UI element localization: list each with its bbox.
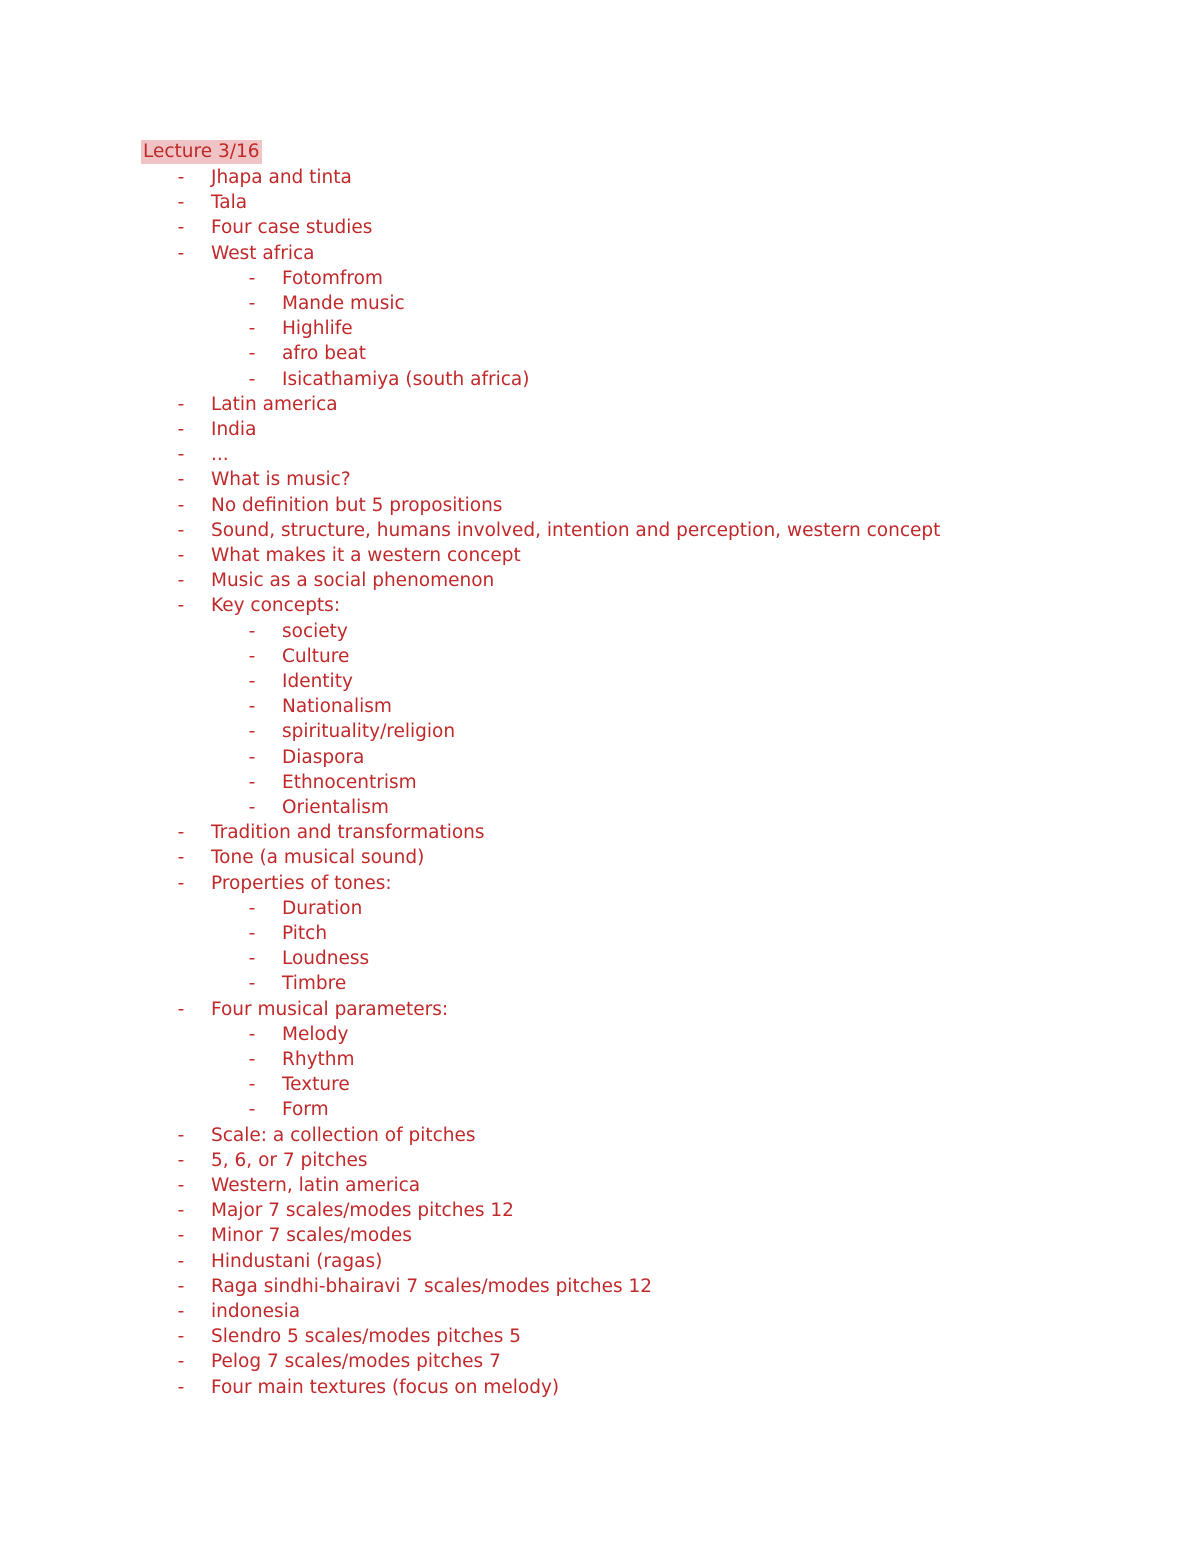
list-item-text: indonesia xyxy=(211,1301,301,1322)
bullet-dash: - xyxy=(177,1200,185,1222)
list-item-text: What makes it a western concept xyxy=(211,545,521,566)
list-item-text: Slendro 5 scales/modes pitches 5 xyxy=(211,1326,522,1348)
bullet-dash: - xyxy=(177,1149,185,1171)
list-item-text: Latin america xyxy=(211,393,338,415)
list-item-text: Diaspora xyxy=(282,746,365,768)
bullet-dash: - xyxy=(177,570,185,592)
bullet-dash: - xyxy=(248,368,256,390)
list-item-text: Raga sindhi-bhairavi 7 scales/modes pitches 12 xyxy=(211,1275,653,1297)
bullet-dash: - xyxy=(248,267,256,289)
bullet-dash: - xyxy=(177,494,185,516)
bullet-dash: - xyxy=(177,1275,185,1297)
list-item-text: Tala xyxy=(211,192,248,214)
bullet-dash: - xyxy=(177,847,185,869)
list-item-text: Highlife xyxy=(282,318,353,340)
bullet-dash: - xyxy=(177,167,185,188)
bullet-dash: - xyxy=(177,419,185,440)
bullet-dash: - xyxy=(177,545,185,566)
list-item-text: Timbre xyxy=(282,973,347,995)
list-item-text: Form xyxy=(282,1099,329,1121)
bullet-dash: - xyxy=(248,696,256,718)
list-item-text: Nationalism xyxy=(282,696,392,718)
bullet-dash: - xyxy=(248,746,256,768)
bullet-dash: - xyxy=(248,671,256,692)
list-item-text: afro beat xyxy=(282,343,366,365)
bullet-dash: - xyxy=(177,595,185,617)
list-item-text: Tradition and transformations xyxy=(211,822,485,844)
bullet-dash: - xyxy=(177,1124,185,1146)
list-item-text: Jhapa and tinta xyxy=(211,167,352,188)
bullet-dash: - xyxy=(177,1250,185,1272)
bullet-dash: - xyxy=(177,444,185,466)
list-item-text: West africa xyxy=(211,242,315,264)
bullet-dash: - xyxy=(177,872,185,894)
list-item-text: Key concepts: xyxy=(211,595,341,617)
list-item-text: Hindustani (ragas) xyxy=(211,1250,383,1272)
list-item-text: Four case studies xyxy=(211,217,373,239)
list-item-text: ... xyxy=(211,444,229,466)
bullet-dash: - xyxy=(248,771,256,793)
list-item-text: Tone (a musical sound) xyxy=(211,847,425,869)
list-item-text: Scale: a collection of pitches xyxy=(211,1124,476,1146)
list-item-text: Orientalism xyxy=(282,797,389,818)
bullet-dash: - xyxy=(248,797,256,818)
list-item-text: No definition but 5 propositions xyxy=(211,494,503,516)
list-item-text: Duration xyxy=(282,897,363,919)
list-item-text: Ethnocentrism xyxy=(282,771,417,793)
list-item-text: Major 7 scales/modes pitches 12 xyxy=(211,1200,514,1222)
list-item-text: Loudness xyxy=(282,948,370,970)
bullet-dash: - xyxy=(177,192,185,214)
bullet-dash: - xyxy=(248,897,256,919)
list-item-text: Isicathamiya (south africa) xyxy=(282,368,530,390)
bullet-dash: - xyxy=(177,242,185,264)
bullet-dash: - xyxy=(248,1023,256,1045)
bullet-dash: - xyxy=(248,620,256,642)
bullet-dash: - xyxy=(177,217,185,239)
list-item-text: Four musical parameters: xyxy=(211,998,449,1020)
list-item-text: Texture xyxy=(282,1074,350,1096)
list-item-text: Western, latin america xyxy=(211,1175,421,1196)
list-item-text: Pelog 7 scales/modes pitches 7 xyxy=(211,1351,501,1373)
list-item-text: Sound, structure, humans involved, intention and perception, western concept xyxy=(211,519,941,541)
bullet-dash: - xyxy=(177,1376,185,1398)
list-item-text: Rhythm xyxy=(282,1049,355,1070)
bullet-dash: - xyxy=(177,469,185,491)
list-item-text: Fotomfrom xyxy=(282,267,383,289)
bullet-dash: - xyxy=(248,948,256,970)
bullet-dash: - xyxy=(177,1175,185,1196)
lecture-title: Lecture 3/16 xyxy=(143,141,260,162)
list-item-text: Identity xyxy=(282,671,353,692)
list-item-text: spirituality/religion xyxy=(282,721,456,743)
bullet-dash: - xyxy=(177,1326,185,1348)
bullet-dash: - xyxy=(177,1351,185,1373)
bullet-dash: - xyxy=(248,1049,256,1070)
list-item-text: Culture xyxy=(282,645,350,667)
list-item-text: Mande music xyxy=(282,293,405,314)
bullet-dash: - xyxy=(248,721,256,743)
bullet-dash: - xyxy=(177,822,185,844)
list-item-text: India xyxy=(211,419,257,440)
list-item-text: What is music? xyxy=(211,469,351,491)
list-item-text: Four main textures (focus on melody) xyxy=(211,1376,560,1398)
bullet-dash: - xyxy=(248,293,256,314)
bullet-dash: - xyxy=(248,318,256,340)
list-item-text: Pitch xyxy=(282,923,328,944)
bullet-dash: - xyxy=(177,1301,185,1322)
bullet-dash: - xyxy=(248,343,256,365)
bullet-dash: - xyxy=(248,1074,256,1096)
bullet-dash: - xyxy=(248,645,256,667)
list-item-text: society xyxy=(282,620,348,642)
list-item-text: Minor 7 scales/modes xyxy=(211,1225,412,1247)
list-item-text: Melody xyxy=(282,1023,349,1045)
list-item-text: Properties of tones: xyxy=(211,872,392,894)
list-item-text: 5, 6, or 7 pitches xyxy=(211,1149,368,1171)
bullet-dash: - xyxy=(248,973,256,995)
bullet-dash: - xyxy=(177,519,185,541)
bullet-dash: - xyxy=(177,998,185,1020)
bullet-dash: - xyxy=(248,923,256,944)
list-item-text: Music as a social phenomenon xyxy=(211,570,495,592)
bullet-dash: - xyxy=(177,1225,185,1247)
bullet-dash: - xyxy=(248,1099,256,1121)
bullet-dash: - xyxy=(177,393,185,415)
